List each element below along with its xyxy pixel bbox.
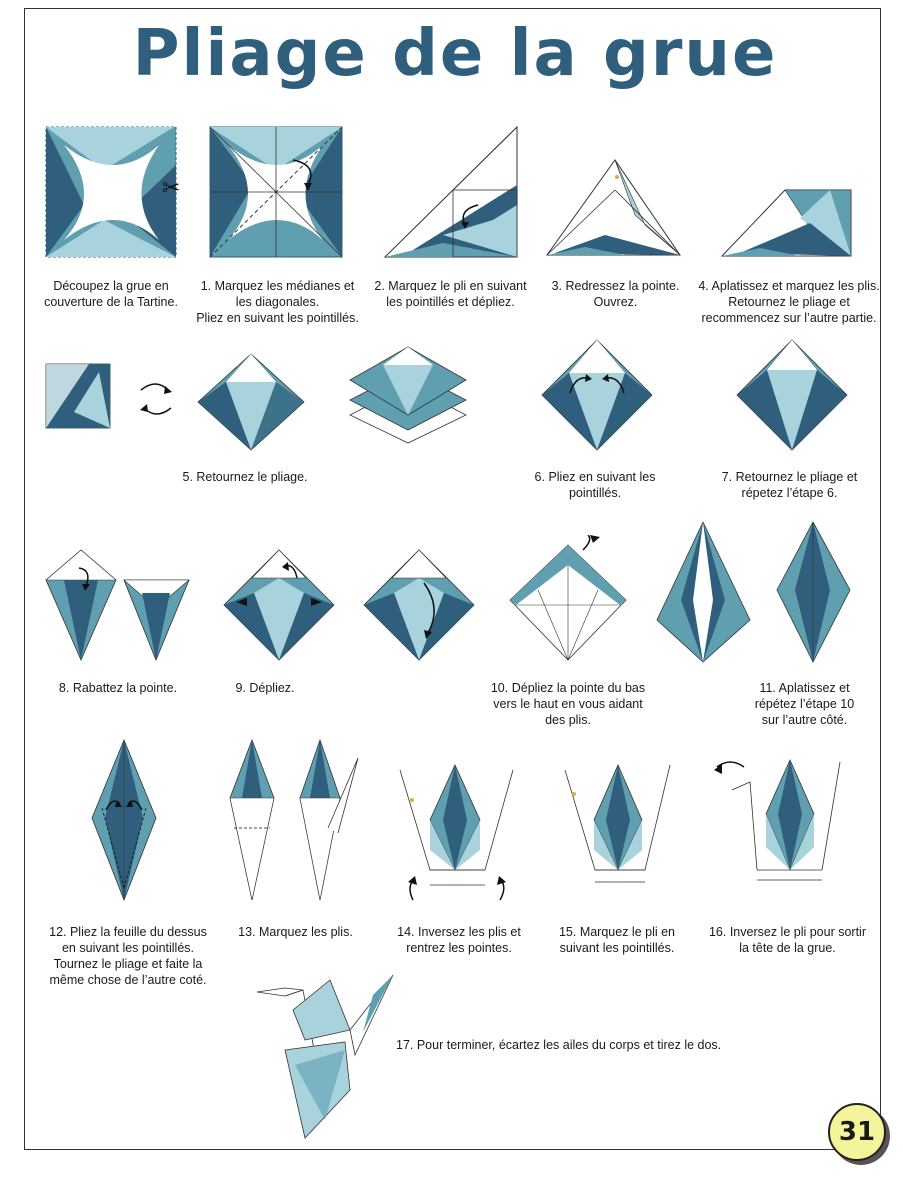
step-14-caption: 14. Inversez les plis et rentrez les pointes. xyxy=(397,925,521,955)
step-9-diamond-figure xyxy=(222,548,337,663)
step-0-cut-square-figure xyxy=(44,125,194,260)
step-16-head-figure xyxy=(712,752,847,887)
turn-over-arrows-icon xyxy=(136,378,176,418)
step-15-caption: 15. Marquez le pli en suivant les pointillés. xyxy=(558,925,676,955)
page-number-badge: 31 xyxy=(828,1103,886,1161)
step-5-diamond-figure xyxy=(196,352,306,452)
step-16-caption: 16. Inversez le pli pour sortir la tête de la grue. xyxy=(708,925,866,955)
step-5-small-square-figure xyxy=(44,362,114,432)
step-10-caption: 10. Dépliez la pointe du bas vers le haut en vous aidant des plis. xyxy=(490,681,646,727)
step-2-triangle-figure xyxy=(383,125,523,260)
step-1-caption: 1. Marquez les médianes et les diagonales. Pliez en suivant les pointillés. xyxy=(196,279,359,325)
step-1-square-creases-figure xyxy=(208,125,348,260)
svg-text:✂: ✂ xyxy=(162,176,181,201)
step-8-folded-down-figure xyxy=(44,548,194,663)
step-4-caption: 4. Aplatissez et marquez les plis. Retournez le pliage et recommencez sur l’autre partie. xyxy=(698,279,880,325)
step-3-caption: 3. Redressez la pointe. Ouvrez. xyxy=(551,279,680,309)
step-9-caption: 9. Dépliez. xyxy=(235,681,295,695)
step-12-caption: 12. Pliez la feuille du dessus en suivant les pointillés. Tournez le pliage et faite la même chose de l’autre coté. xyxy=(49,925,207,987)
step-7-diamond-figure xyxy=(735,338,850,453)
step-6-diamond-figure xyxy=(540,338,655,453)
step-2-caption: 2. Marquez le pli en suivant les pointillés et dépliez. xyxy=(374,279,527,309)
step-14-reverse-figure xyxy=(395,760,520,915)
step-5-caption: 5. Retournez le pliage. xyxy=(182,470,308,484)
step-9-result-figure xyxy=(362,548,477,663)
page-title: Pliage de la grue xyxy=(132,17,778,91)
step-0-caption: Découpez la grue en couverture de la Tartine. xyxy=(44,279,178,309)
step-10-unfolded-figure xyxy=(508,535,630,665)
step-4-flattened-figure xyxy=(720,188,855,260)
step-6-caption: 6. Pliez en suivant les pointillés. xyxy=(534,470,656,500)
step-11-caption: 11. Aplatissez et répétez l’étape 10 sur l’autre côté. xyxy=(754,681,855,727)
step-3-raised-point-figure xyxy=(545,155,685,260)
step-11-kite-figure xyxy=(655,520,855,665)
step-17-crane-figure xyxy=(255,970,400,1145)
step-17-caption: 17. Pour terminer, écartez les ailes du corps et tirez le dos. xyxy=(396,1038,722,1052)
step-13-creases-figure xyxy=(228,738,363,903)
step-15-mark-figure xyxy=(560,760,675,890)
step-5-layers-figure xyxy=(348,345,468,445)
step-8-caption: 8. Rabattez la pointe. xyxy=(58,681,178,695)
step-12-kite-figure xyxy=(88,738,160,903)
step-7-caption: 7. Retournez le pliage et répetez l’étape 6. xyxy=(721,470,858,500)
step-13-caption: 13. Marquez les plis. xyxy=(238,925,353,939)
